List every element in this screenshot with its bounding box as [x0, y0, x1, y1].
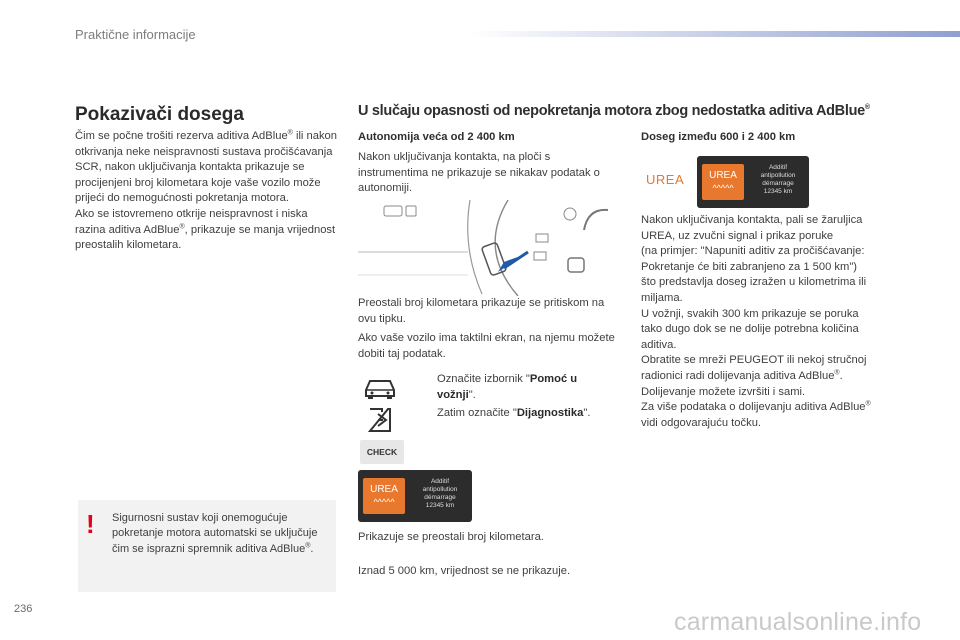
- check-button[interactable]: CHECK: [360, 440, 404, 464]
- right-subtitle: Doseg između 600 i 2 400 km: [641, 131, 796, 143]
- urea-display-middle-marks: ^^^^^: [373, 497, 395, 507]
- right-line: Dolijevanje možete izvršiti i sami.: [641, 385, 806, 398]
- urea-display-right-label: UREA: [709, 170, 737, 181]
- urea-display-right-left: [702, 164, 744, 200]
- middle-subtitle: Autonomija veća od 2 400 km: [358, 131, 515, 143]
- diagnostics-icon: [366, 406, 394, 434]
- urea-display-middle: [358, 470, 472, 522]
- right-line: što predstavlja doseg izražen u kilometrima ili: [641, 276, 867, 289]
- dashboard-illustration: [358, 200, 620, 296]
- right-line: vidi odgovarajuću točku.: [641, 416, 762, 429]
- right-line: UREA, uz zvučni signal i prikaz poruke: [641, 229, 834, 242]
- right-line: U vožnji, svakih 300 km prikazuje se poruka: [641, 307, 859, 320]
- warning-icon: !: [86, 509, 95, 539]
- page-number: 236: [14, 603, 33, 615]
- right-text: [641, 213, 911, 431]
- driving-assist-menu-icon: [362, 372, 398, 402]
- left-text: [75, 129, 337, 254]
- middle-paragraph-3: Ako vaše vozilo ima taktilni ekran, na njemu možete dobiti taj podatak.: [358, 332, 615, 360]
- right-line: Nakon uključivanja kontakta, pali se žaruljica: [641, 214, 863, 226]
- section-title: Praktične informacije: [75, 27, 196, 42]
- urea-warning-label: UREA: [646, 172, 685, 187]
- right-line: Obratite se mreži PEUGEOT ili nekoj stručnoj: [641, 354, 867, 367]
- urea-display-middle-label: UREA: [370, 484, 398, 495]
- right-line: radionici radi dolijevanja aditiva AdBlue®.: [641, 369, 843, 382]
- right-line: Pokretanje će biti zabranjeno za 1 500 km"): [641, 260, 858, 273]
- right-line: tako dugo dok se ne dolije potrebna količina: [641, 323, 859, 336]
- right-line: miljama.: [641, 291, 683, 304]
- urea-display-right: [697, 156, 809, 208]
- urea-display-right-message: Additif antipollution démarrage 12345 km: [760, 164, 796, 195]
- bullet-2-text: Zatim označite "Dijagnostika".: [437, 407, 591, 419]
- dashboard-drawing: [358, 200, 620, 296]
- bullet-1-text: Označite izbornik "Pomoć u vožnji".: [437, 373, 578, 401]
- main-title: U slučaju opasnosti od nepokretanja motora zbog nedostatka aditiva AdBlue®: [358, 103, 870, 119]
- urea-display-right-marks: ^^^^^: [712, 183, 734, 193]
- warning-text: Sigurnosni sustav koji onemogućuje pokretanje motora automatski se uključuje čim se isprazni spremnik aditiva AdBlue®.: [112, 512, 318, 555]
- header-bar: [470, 31, 960, 37]
- middle-paragraph-2: Preostali broj kilometara prikazuje se pritiskom na ovu tipku.: [358, 297, 605, 325]
- middle-paragraph-4: Prikazuje se preostali broj kilometara.: [358, 531, 544, 543]
- right-line: (na primjer: "Napuniti aditiv za pročišćavanje:: [641, 245, 865, 258]
- urea-display-middle-message: Additif antipollution démarrage 12345 km: [422, 478, 458, 509]
- watermark: carmanualsonline.info: [674, 608, 922, 636]
- right-line: Za više podataka o dolijevanju aditiva AdBlue®: [641, 400, 871, 414]
- right-line: aditiva.: [641, 338, 677, 351]
- middle-paragraph-5: Iznad 5 000 km, vrijednost se ne prikazuje.: [358, 565, 571, 577]
- middle-paragraph-1: Nakon uključivanja kontakta, na ploči s instrumentima ne prikazuje se nikakav podatak o autonomiji.: [358, 151, 600, 195]
- urea-display-middle-left: [363, 478, 405, 514]
- left-paragraph-2: Ako se istovremeno otkrije neispravnost i niska razina aditiva AdBlue®, prikazuje se manja vrijednost preostalih kilometara.: [75, 207, 336, 252]
- left-title: Pokazivači dosega: [75, 104, 244, 125]
- left-paragraph-1: Čim se počne trošiti rezerva aditiva AdBlue® ili nakon otkrivanja neke neispravnosti sustava pročišćavanja SCR, nakon uključivanja kontakta prikazuje se procijenjeni broj kilometara koje vaše vozilo može prijeći do nemogućnosti pokretanja motora.: [75, 129, 337, 205]
